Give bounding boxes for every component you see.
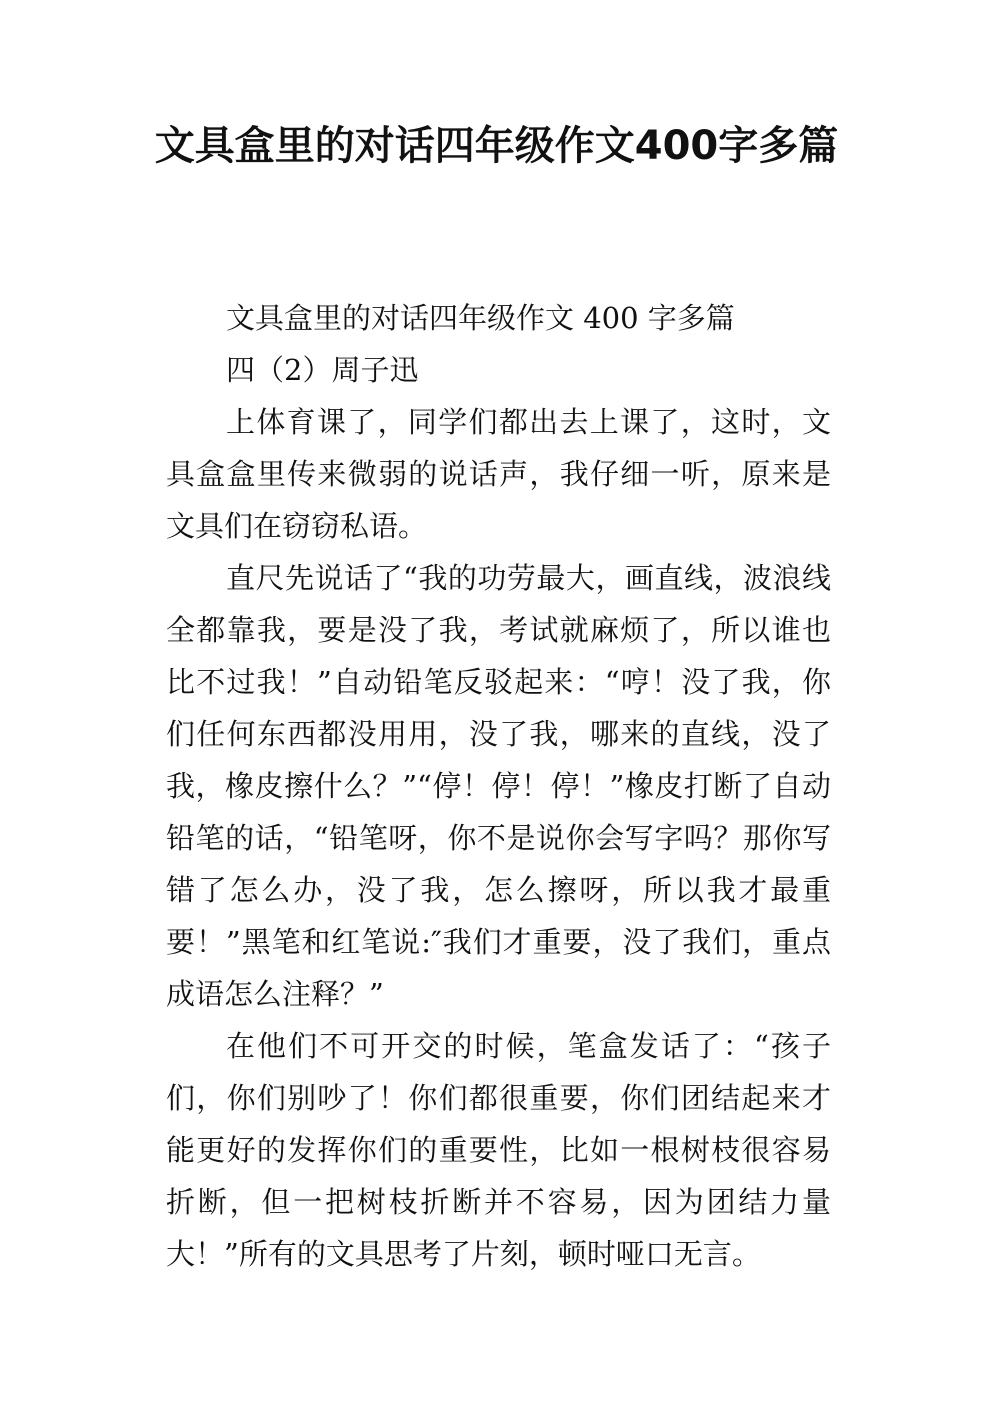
paragraph: 在他们不可开交的时候，笔盒发话了：“孩子们，你们别吵了！你们都很重要，你们团结起来才能更好的发挥你们的重要性，比如一根树枝很容易折断，但一把树枝折断并不容易，因为团结力量大！”所有的文具思考了片刻，顿时哑口无言。 xyxy=(166,1029,831,1271)
paragraph: 上体育课了，同学们都出去上课了，这时，文具盒盒里传来微弱的说话声，我仔细一听，原来是文具们在窃窃私语。 xyxy=(166,405,831,543)
author-line: 四（2）周子迅 xyxy=(226,353,419,387)
document-subtitle: 文具盒里的对话四年级作文 400 字多篇 xyxy=(226,301,735,335)
document-title: 文具盒里的对话四年级作文400字多篇 xyxy=(154,123,839,169)
paragraph: 直尺先说话了“我的功劳最大，画直线，波浪线全都靠我，要是没了我，考试就麻烦了，所以谁也比不过我！”自动铅笔反驳起来：“哼！没了我，你们任何东西都没用用，没了我，哪来的直线，没了我，橡皮擦什么？”“停！停！停！”橡皮打断了自动铅笔的话，“铅笔呀，你不是说你会写字吗？那你写错了怎么办，没了我，怎么擦呀，所以我才最重要！”黑笔和红笔说:″我们才重要，没了我们，重点成语怎么注释？” xyxy=(166,561,831,1011)
document-body xyxy=(166,292,831,1280)
